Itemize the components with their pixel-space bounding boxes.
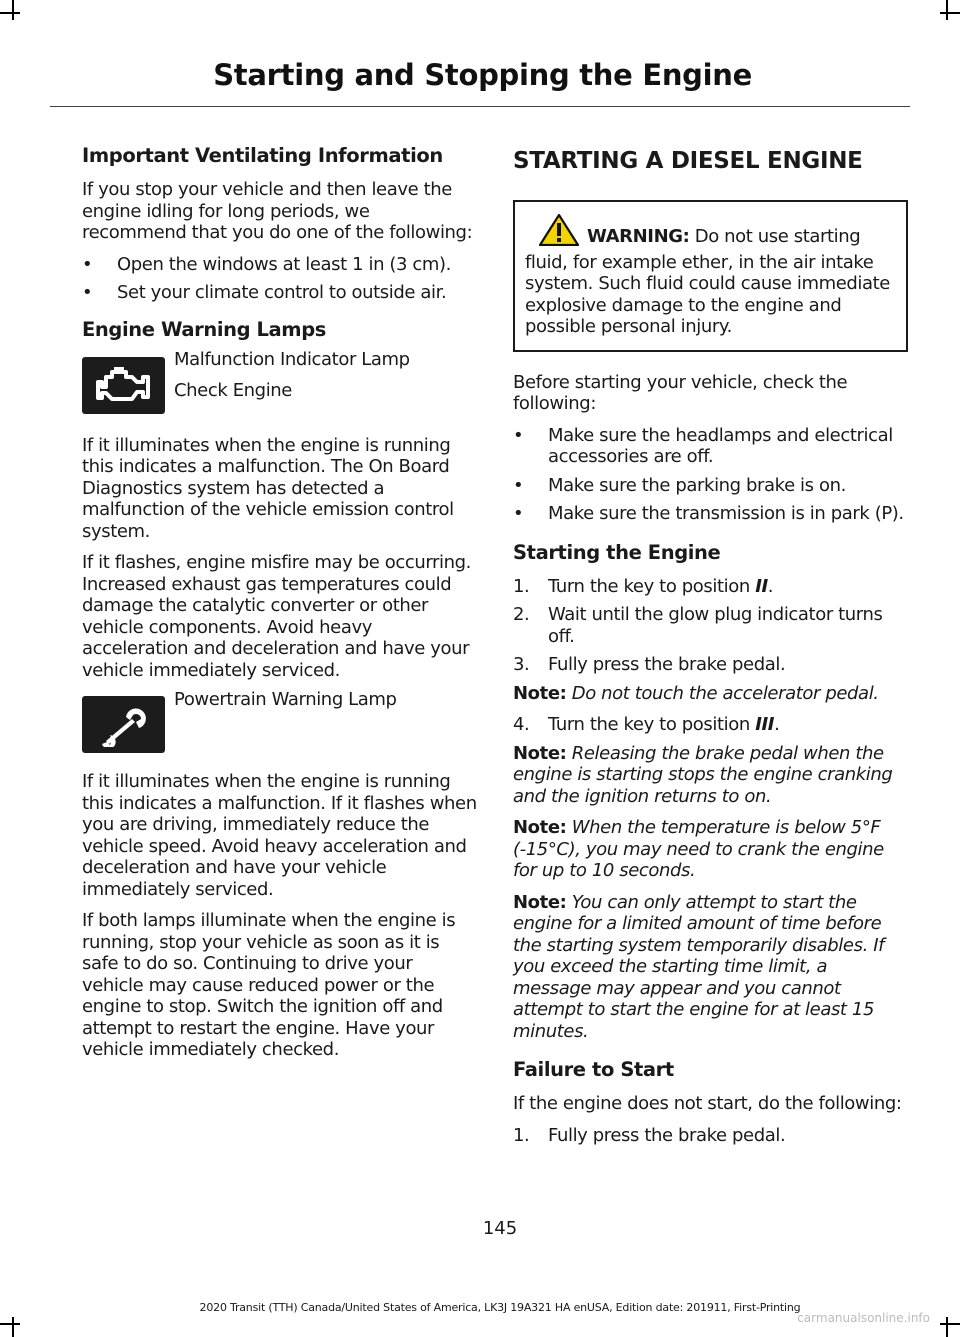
failure-intro: If the engine does not start, do the following:	[513, 1093, 902, 1114]
before-list	[513, 425, 908, 525]
warning-box	[513, 200, 908, 352]
footer-text: 2020 Transit (TTH) Canada/United States of America, LK3J 19A321 HA enUSA, Edition date: 201911, First-Printing	[199, 1301, 801, 1314]
crop-mark	[946, 0, 948, 20]
powertrain-lamp	[82, 689, 477, 759]
list-item: 4. Turn the key to position III.	[513, 714, 780, 735]
ventilating-heading: Important Ventilating Information	[82, 144, 443, 167]
note-3: Note: When the temperature is below 5°F (-15°C), you may need to crank the engine for up to 10 seconds.	[513, 817, 884, 881]
check-engine-lamp	[82, 348, 477, 423]
note-4: Note: You can only attempt to start the engine for a limited amount of time before the starting system temporarily disables. If you exceed the starting time limit, a message may appear and you cannot attempt to start the engine for at least 15 minutes.	[513, 891, 885, 1042]
list-item: • Make sure the headlamps and electrical accessories are off.	[513, 424, 893, 467]
header-rule	[50, 106, 910, 107]
powertrain-paragraph: If it illuminates when the engine is running this indicates a malfunction. If it flashes when you are driving, immediately reduce the vehicle speed. Avoid heavy acceleration and deceleration and have your vehicle immediately serviced.	[82, 771, 477, 900]
right-column	[513, 140, 908, 1153]
list-item: • Set your climate control to outside air.	[82, 282, 447, 303]
crop-mark	[940, 1323, 960, 1325]
crop-mark	[12, 0, 14, 20]
both-lamps-paragraph: If both lamps illuminate when the engine is running, stop your vehicle as soon as it is safe to do so. Continuing to drive your vehicle may cause reduced power or the engine to stop. Switch the ignition off and attempt to restart the engine. Have your vehicle immediately checked.	[82, 910, 456, 1060]
list-item: • Make sure the transmission is in park (P).	[513, 503, 904, 524]
watermark: carmanualsonline.info	[797, 1311, 930, 1325]
page-number: 145	[482, 1218, 518, 1239]
list-item: 2. Wait until the glow plug indicator turns off.	[513, 604, 883, 647]
check-engine-icon	[82, 357, 165, 414]
mil-label-2: Check Engine	[174, 379, 292, 401]
crop-mark	[940, 12, 960, 14]
starting-heading: Starting the Engine	[513, 540, 721, 564]
crop-mark	[12, 1317, 14, 1337]
mil-paragraph-2: If it flashes, engine misfire may be occurring. Increased exhaust gas temperatures could damage the catalytic converter or other vehicle components. Avoid heavy acceleration and deceleration and have your vehicle immediately serviced.	[82, 552, 471, 681]
note-1: Note: Do not touch the accelerator pedal.	[513, 682, 879, 704]
page-header-title: Starting and Stopping the Engine	[213, 58, 752, 92]
mil-label-1: Malfunction Indicator Lamp	[174, 348, 410, 370]
failure-heading: Failure to Start	[513, 1058, 674, 1081]
crop-mark	[946, 1317, 948, 1337]
wrench-icon	[82, 696, 165, 753]
starting-steps	[513, 576, 908, 676]
mil-paragraph-1: If it illuminates when the engine is running this indicates a malfunction. The On Board Diagnostics system has detected a malfunction of the vehicle emission control system.	[82, 434, 454, 542]
list-item: 1. Fully press the brake pedal.	[513, 1124, 786, 1146]
lamps-heading: Engine Warning Lamps	[82, 317, 326, 341]
warning-text: Do not use starting fluid, for example ether, in the air intake system. Such fluid could cause immediate explosive damage to the engine and possible personal injury.	[525, 226, 890, 337]
ventilating-list	[82, 254, 477, 304]
failure-steps	[513, 1125, 908, 1147]
starting-steps-cont	[513, 714, 908, 736]
list-item: 3. Fully press the brake pedal.	[513, 654, 786, 675]
list-item: • Make sure the parking brake is on.	[513, 474, 846, 496]
before-intro: Before starting your vehicle, check the following:	[513, 371, 848, 414]
diesel-heading: STARTING A DIESEL ENGINE	[513, 148, 863, 174]
note-2: Note: Releasing the brake pedal when the engine is starting stops the engine cranking and the ignition returns to on.	[513, 742, 893, 807]
crop-mark	[0, 1323, 20, 1325]
powertrain-label: Powertrain Warning Lamp	[174, 689, 397, 710]
list-item: 1. Turn the key to position II.	[513, 575, 774, 597]
warning-triangle-icon	[539, 214, 579, 252]
crop-mark	[0, 12, 20, 14]
list-item: • Open the windows at least 1 in (3 cm).	[82, 253, 451, 275]
left-column	[82, 140, 477, 1071]
warning-label: WARNING:	[587, 226, 690, 247]
ventilating-intro: If you stop your vehicle and then leave the engine idling for long periods, we recommend that you do one of the following:	[82, 179, 473, 243]
